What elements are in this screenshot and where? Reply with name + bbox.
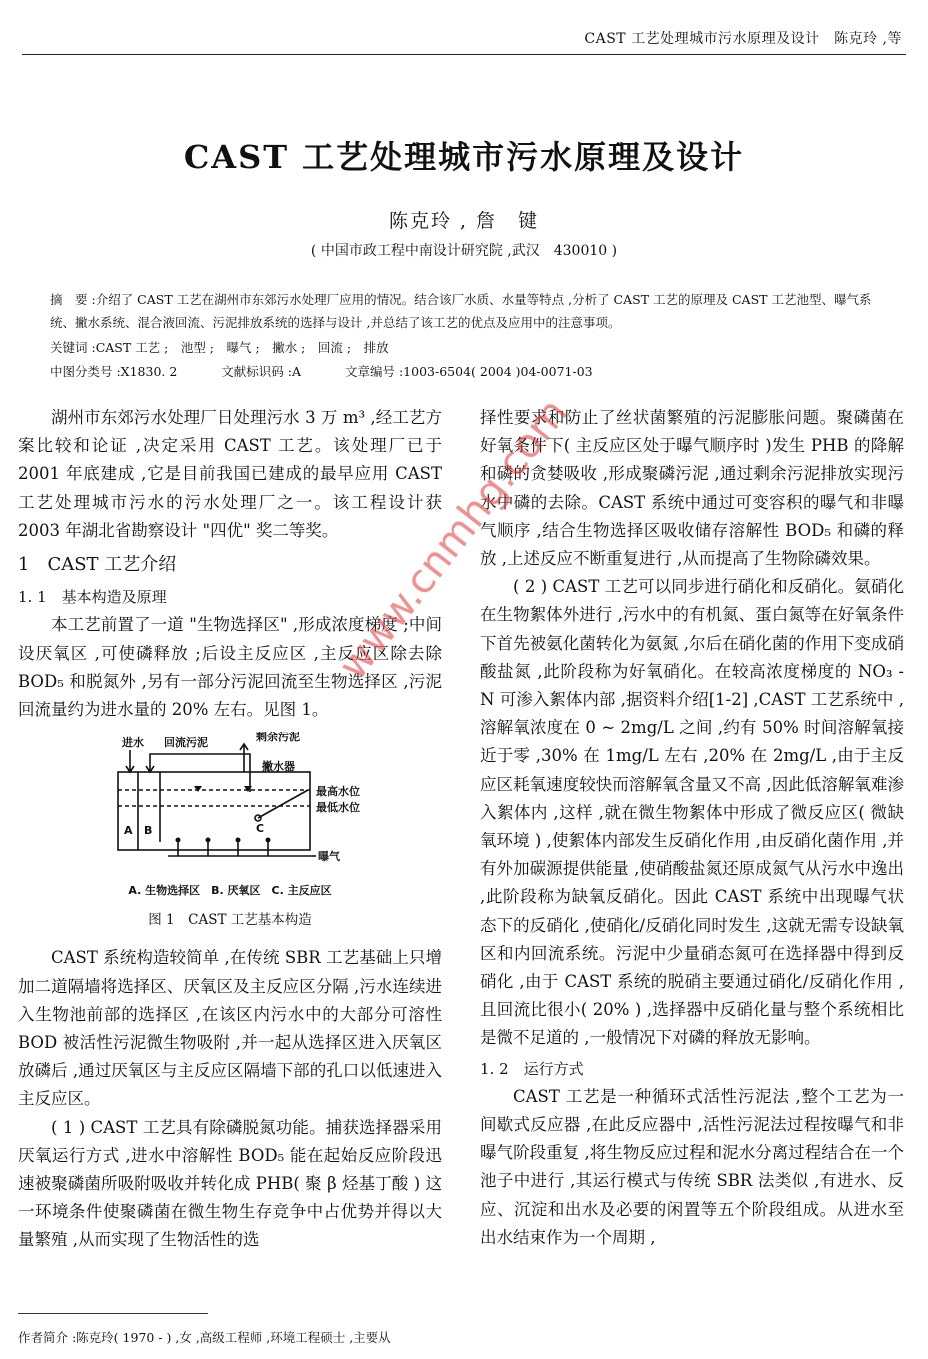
- figure-caption: 图 1 CAST 工艺基本构造: [148, 912, 312, 929]
- header-rule: [22, 54, 906, 55]
- paragraph: ( 2 ) CAST 工艺可以同步进行硝化和反硝化。氨硝化在生物絮体外进行 ,污水中的有机氮、蛋白氮等在好氧条件下首先被氨化菌转化为氨氮 ,尔后在硝化菌的作用下变成硝酸盐氮 ,此阶段称为好氧硝化。在较高浓度梯度的 NO₃ - N 可渗入絮体内部 ,据资料介绍[1-2] ,CAST 工艺系统中 ,溶解氧浓度在 0 ~ 2mg/L 之间 ,约有 50% 时间溶解氧接近于零 ,30% 在 1mg/L 左右 ,20% 在 2mg/L ,由于主反应区耗氧速度较快而溶解氧含量又不高 ,因此低溶解氧难渗入絮体内 ,这样 ,就在微生物絮体中形成了微反应区( 微缺氧环境 ) ,使絮体内部发生反硝化作用 ,由反硝化菌作用 ,并有外加碳源提供能量 ,使硝酸盐氮还原成氮气从污水中逸出 ,此阶段称为缺氧反硝化。因此 CAST 系统中出现曝气状态下的反硝化 ,使硝化/反硝化同时发生 ,这就无需专设缺氧区和内回流系统。污泥中少量硝态氮可在选择器中得到反硝化 ,由于 CAST 系统的脱硝主要通过硝化/反硝化作用 ,且回流比很小( 20% ) ,选择器中反硝化量与整个系统相比是微不足道的 ,一般情况下对磷的释放无影响。: [480, 577, 904, 1048]
- doc-code: 文献标识码 :A: [221, 364, 301, 379]
- paragraph: 择性要求和防止了丝状菌繁殖的污泥膨胀问题。聚磷菌在好氧条件下( 主反应区处于曝气顺序时 )发生 PHB 的降解和磷的贪婪吸收 ,形成聚磷污泥 ,通过剩余污泥排放实现污水中磷的去除。CAST 系统中通过可变容积的曝气和非曝气顺序 ,结合生物选择区吸收储存溶解性 BOD₅ 和磷的释放 ,上述反应不断重复进行 ,从而提高了生物除磷效果。: [480, 408, 904, 569]
- footnote-rule: [18, 1313, 208, 1314]
- figure-legend: A. 生物选择区 B. 厌氧区 C. 主反应区: [128, 884, 332, 898]
- figure-cast-structure: [18, 732, 442, 902]
- paragraph: CAST 系统构造较简单 ,在传统 SBR 工艺基础上只增加二道隔墙将选择区、厌氧区及主反应区分隔 ,污水连续进入生物池前部的选择区 ,在该区内污水中的大部分可溶性 BOD 被活性污泥微生物吸附 ,并一起从选择区进入厌氧区放磷后 ,通过厌氧区与主反应区隔墙下部的孔口以低速进入主反应区。: [18, 948, 442, 1109]
- zone-b: B: [144, 824, 153, 838]
- subsection-heading: 1. 2 运行方式: [480, 1059, 584, 1078]
- paragraph: 湖州市东郊污水处理厂日处理污水 3 万 m³ ,经工艺方案比较和论证 ,决定采用 CAST 工艺。该处理厂已于 2001 年底建成 ,它是目前我国已建成的最早应用 CAST 工艺处理城市污水的污水处理厂之一。该工程设计获 2003 年湖北省勘察设计 "四优" 奖二等奖。: [18, 408, 442, 540]
- subsection-heading: 1. 1 基本构造及原理: [18, 588, 167, 607]
- keywords-text: CAST 工艺 ; 池型 ; 曝气 ; 撇水 ; 回流 ; 排放: [95, 340, 389, 355]
- abstract: [50, 288, 880, 334]
- zone-a: A: [124, 824, 133, 838]
- article-affiliation: ( 中国市政工程中南设计研究院 ,武汉 430010 ): [310, 243, 618, 259]
- label-low-water: 最低水位: [316, 801, 360, 815]
- label-inflow: 进水: [122, 736, 144, 750]
- article-number: 文章编号 :1003-6504( 2004 )04-0071-03: [344, 364, 593, 379]
- paragraph: ( 1 ) CAST 工艺具有除磷脱氮功能。捕获选择器采用厌氧运行方式 ,进水中溶解性 BOD₅ 能在起始反应阶段迅速被聚磷菌所吸附吸收并转化成 PHB( 聚 β 烃基丁酸 ) 这一环境条件使聚磷菌在微生物生存竞争中占优势并得以大量繁殖 ,从而实现了生物活性的选: [18, 1117, 442, 1250]
- left-column: [18, 404, 442, 1255]
- clc-number: 中图分类号 :X1830. 2: [50, 364, 178, 379]
- abstract-text: 介绍了 CAST 工艺在湖州市东郊污水处理厂应用的情况。结合该厂水质、水量等特点 ,分析了 CAST 工艺的原理及 CAST 工艺池型、曝气系统、撇水系统、混合液回流、污泥排放系统的选择与设计 ,并总结了该工艺的优点及应用中的注意事项。: [50, 292, 872, 330]
- zone-c: C: [256, 822, 265, 836]
- abstract-label: 摘 要 :: [50, 292, 96, 307]
- label-excess-sludge: 剩余污泥: [256, 732, 300, 744]
- author-footnote: 作者简介 :陈克玲( 1970 - ) ,女 ,高级工程师 ,环境工程硕士 ,主要从: [18, 1330, 391, 1345]
- label-return-sludge: 回流污泥: [164, 736, 208, 750]
- paragraph: 本工艺前置了一道 "生物选择区" ,形成浓度梯度 ;中间设厌氧区 ,可使磷释放 ;后设主反应区 ,主反应区除去除 BOD₅ 和脱氮外 ,另有一部分污泥回流至生物选择区 ,污泥回流量约为进水量的 20% 左右。见图 1。: [18, 615, 442, 720]
- right-column: [480, 404, 904, 1252]
- running-header: CAST 工艺处理城市污水原理及设计 陈克玲 ,等: [584, 31, 902, 47]
- keywords-label: 关键词 :: [50, 340, 96, 355]
- cast-diagram: [18, 732, 442, 902]
- section-heading: 1 CAST 工艺介绍: [18, 554, 177, 576]
- article-title: CAST 工艺处理城市污水原理及设计: [183, 138, 745, 176]
- keywords: [50, 338, 389, 356]
- article-authors: 陈克玲 , 詹 键: [388, 210, 540, 232]
- label-high-water: 最高水位: [316, 785, 360, 799]
- classification-line: [50, 362, 633, 380]
- label-decanter: 撇水器: [262, 760, 295, 774]
- watermark: www.cnmhg.com: [330, 390, 578, 689]
- paragraph: CAST 工艺是一种循环式活性污泥法 ,整个工艺为一间歇式反应器 ,在此反应器中 ,活性污泥法过程按曝气和非曝气阶段重复 ,将生物反应过程和泥水分离过程结合在一个池子中进行 ,其运行模式与传统 SBR 法类似 ,有进水、反应、沉淀和出水及必要的闲置等五个阶段组成。从进水至出水结束作为一个周期 ,: [480, 1086, 904, 1247]
- label-aeration: 曝气: [318, 850, 340, 864]
